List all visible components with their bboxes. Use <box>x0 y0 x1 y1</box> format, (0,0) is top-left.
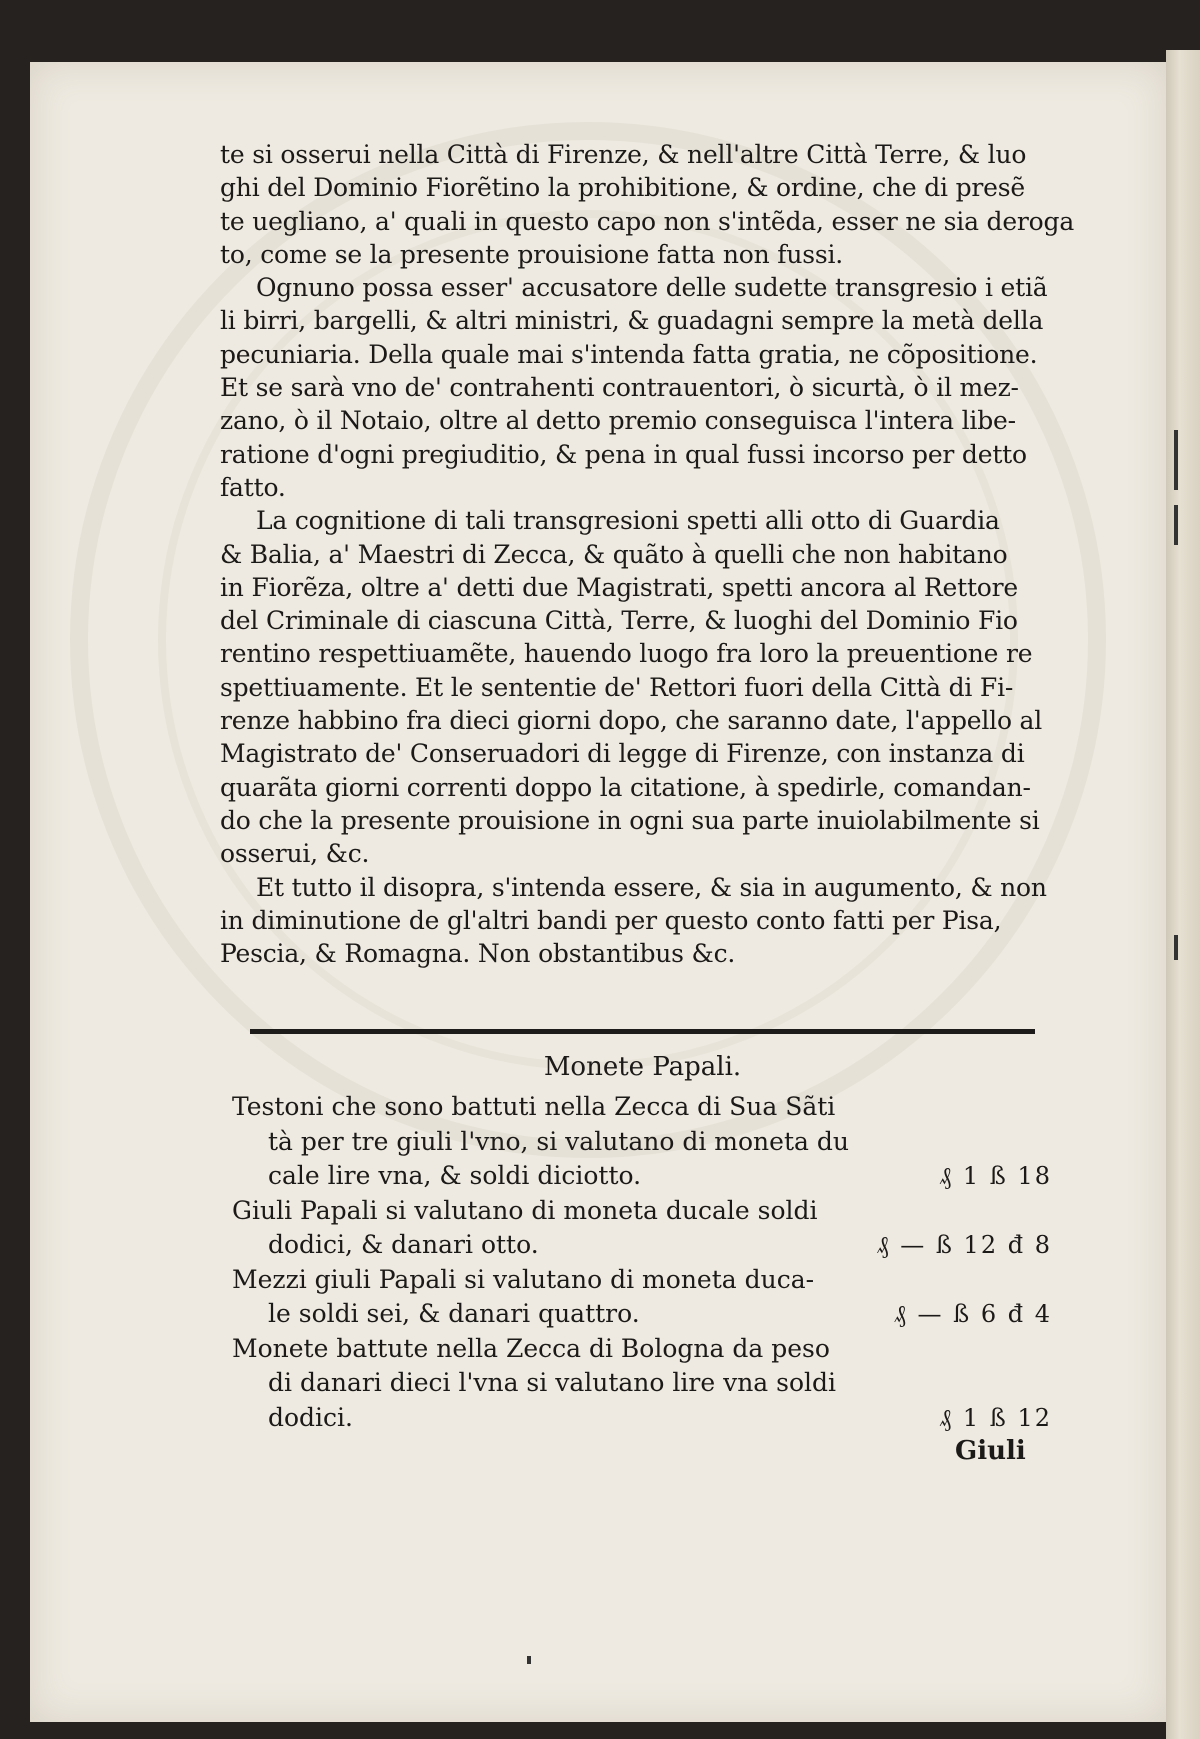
body-line: renze habbino fra dieci giorni dopo, che saranno date, l'appello al <box>220 706 1043 736</box>
body-line: pecuniaria. Della quale mai s'intenda fatta gratia, ne cõpositione. <box>220 339 1038 369</box>
coin-description-line: cale lire vna, & soldi diciotto. <box>268 1161 642 1190</box>
coin-description-line: Giuli Papali si valutano di moneta ducale soldi <box>232 1195 818 1225</box>
body-line: do che la presente prouisione in ogni sua parte inuiolabilmente si <box>220 805 1040 835</box>
body-line: te uegliano, a' quali in questo capo non s'intẽda, esser ne sia deroga <box>220 206 1075 236</box>
body-line: fatto. <box>220 472 286 502</box>
coin-description-line: Testoni che sono battuti nella Zecca di Sua Sãti <box>232 1092 836 1121</box>
body-line: ratione d'ogni pregiuditio, & pena in qual fussi incorso per detto <box>220 439 1027 469</box>
coin-entry <box>232 1332 1052 1436</box>
coin-entry <box>232 1263 1052 1332</box>
coin-description-line: Mezzi giuli Papali si valutano di moneta duca- <box>232 1264 815 1294</box>
coin-entry <box>232 1090 1052 1194</box>
coin-description-line: dodici. <box>268 1402 353 1432</box>
catchword: Giuli <box>955 1436 1026 1466</box>
body-line: osserui, &c. <box>220 839 370 869</box>
facing-page-edge <box>1166 50 1200 1739</box>
body-line: in Fiorẽza, oltre a' detti due Magistrati, spetti ancora al Rettore <box>220 572 1018 602</box>
section-rule <box>250 1029 1035 1034</box>
body-text <box>220 138 1075 970</box>
body-line: Et se sarà vno de' contrahenti contrauentori, ò sicurtà, ò il mez- <box>220 373 1019 403</box>
body-line: te si osserui nella Città di Firenze, & nell'altre Città Terre, & luo <box>220 140 1027 169</box>
coin-entry <box>232 1194 1052 1263</box>
bottom-mark <box>527 1656 531 1664</box>
body-line: rentino respettiuamẽte, hauendo luogo fra loro la preuentione re <box>220 639 1033 669</box>
coin-description-line: di danari dieci l'vna si valutano lire vna soldi <box>268 1368 837 1397</box>
coin-description-line: le soldi sei, & danari quattro. <box>268 1299 640 1328</box>
body-line: & Balia, a' Maestri di Zecca, & quãto à quelli che non habitano <box>220 539 1008 569</box>
coin-value: ₰ 1 ß 12 <box>939 1403 1052 1432</box>
edge-mark <box>1174 935 1178 960</box>
body-line: ghi del Dominio Fiorẽtino la prohibitione, & ordine, che di presẽ <box>220 173 1025 203</box>
body-line: Ognuno possa esser' accusatore delle sudette transgresio i etiã <box>256 273 1048 303</box>
coin-description-line: tà per tre giuli l'vno, si valutano di moneta du <box>268 1126 849 1156</box>
body-line: Et tutto il disopra, s'intenda essere, & sia in augumento, & non <box>256 872 1047 902</box>
body-line: Magistrato de' Conseruadori di legge di Firenze, con instanza di <box>220 739 1025 769</box>
body-line: zano, ò il Notaio, oltre al detto premio conseguisca l'intera libe- <box>220 406 1016 436</box>
body-line: spettiuamente. Et le sententie de' Rettori fuori della Città di Fi- <box>220 672 1014 702</box>
coin-value-list <box>232 1090 1052 1435</box>
edge-mark <box>1174 505 1178 545</box>
body-line: La cognitione di tali transgresioni spetti alli otto di Guardia <box>256 506 1000 536</box>
coin-value: ₰ — ß 12 đ 8 <box>876 1231 1052 1259</box>
coin-description-line: dodici, & danari otto. <box>268 1230 539 1259</box>
coin-value: ₰ — ß 6 đ 4 <box>893 1300 1052 1328</box>
body-line: to, come se la presente prouisione fatta non fussi. <box>220 239 844 269</box>
body-line: in diminutione de gl'altri bandi per questo conto fatti per Pisa, <box>220 905 1002 935</box>
coin-value: ₰ 1 ß 18 <box>939 1162 1052 1190</box>
coin-description-line: Monete battute nella Zecca di Bologna da peso <box>232 1333 830 1363</box>
body-line: del Criminale di ciascuna Città, Terre, & luoghi del Dominio Fio <box>220 606 1018 636</box>
body-line: Pescia, & Romagna. Non obstantibus &c. <box>220 939 736 969</box>
body-line: quarãta giorni correnti doppo la citatione, à spedirle, comandan- <box>220 772 1031 802</box>
edge-mark <box>1174 430 1178 490</box>
section-title: Monete Papali. <box>543 1052 742 1082</box>
body-line: li birri, bargelli, & altri ministri, & guadagni sempre la metà della <box>220 306 1044 336</box>
